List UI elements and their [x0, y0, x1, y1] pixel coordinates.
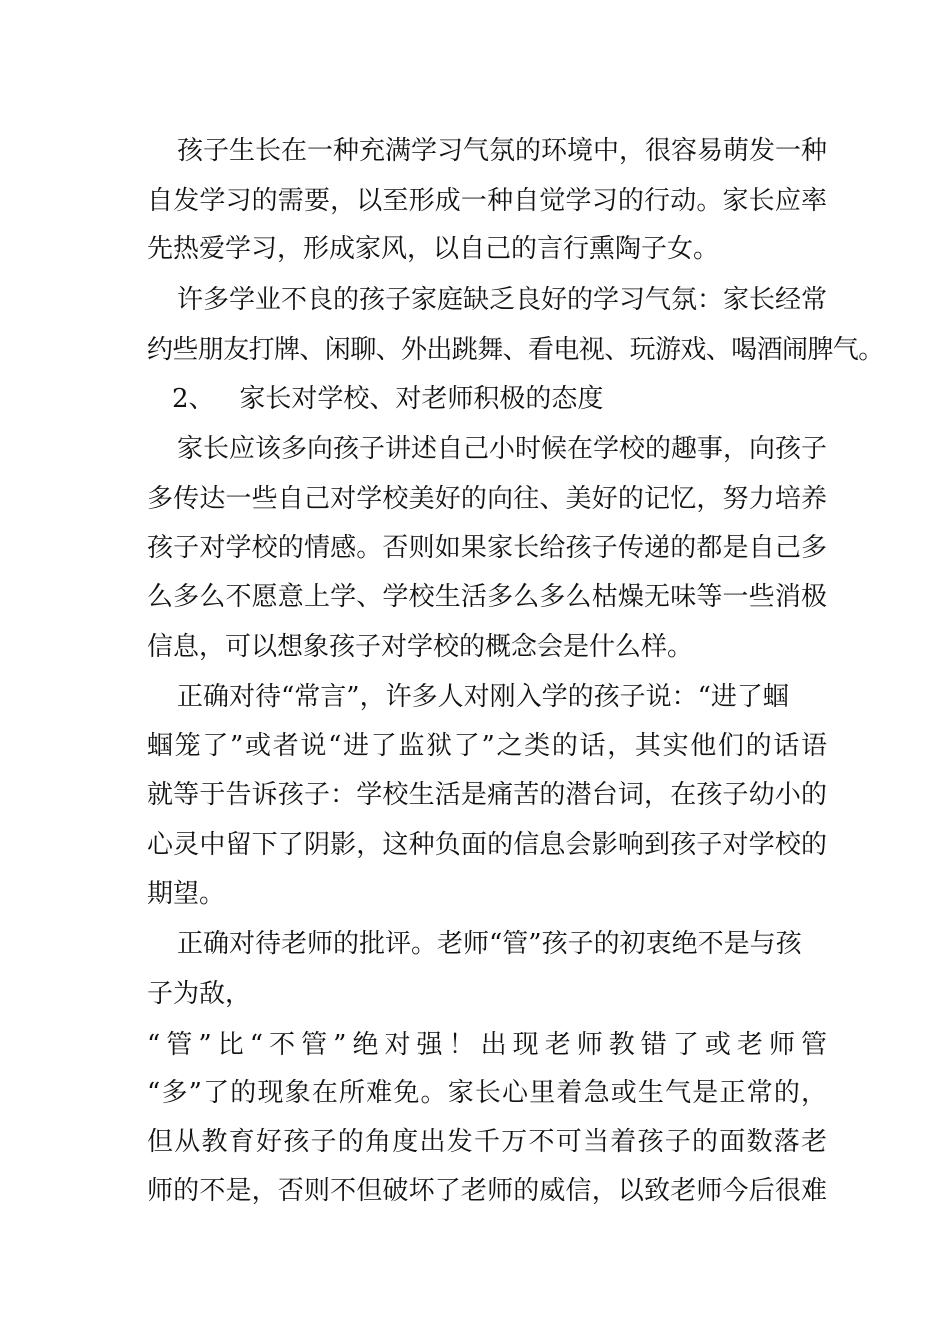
text-line: 家长应该多向孩子讲述自己小时候在学校的趣事，向孩子 — [177, 434, 828, 464]
text-line: 么多么不愿意上学、学校生活多么多么枯燥无味等一些消极 — [147, 582, 827, 612]
text-line: 先热爱学习，形成家风，以自己的言行熏陶子女。 — [147, 234, 720, 264]
text-line: “多”了的现象在所难免。家长心里着急或生气是正常的， — [147, 1078, 827, 1108]
text-line: 许多学业不良的孩子家庭缺乏良好的学习气氛：家长经常 — [177, 285, 828, 315]
text-line: 蝈笼了”或者说“进了监狱了”之类的话，其实他们的话语 — [147, 731, 827, 761]
text-line: 心灵中留下了阴影，这种负面的信息会影响到孩子对学校的 — [147, 830, 827, 860]
text-line: 师的不是，否则不但破坏了老师的威信，以致老师今后很难 — [147, 1176, 827, 1206]
text-line: 多传达一些自己对学校美好的向往、美好的记忆，努力培养 — [147, 484, 827, 514]
text-line: 期望。 — [147, 879, 226, 909]
text-line: 正确对待“常言”，许多人对刚入学的孩子说：“进了蝈 — [177, 682, 789, 712]
text-line: 孩子对学校的情感。否则如果家长给孩子传递的都是自己多 — [147, 533, 827, 563]
text-line: 约些朋友打牌、闲聊、外出跳舞、看电视、玩游戏、喝酒闹脾气。 — [147, 335, 884, 365]
text-line: 正确对待老师的批评。老师“管”孩子的初衷绝不是与孩 — [177, 929, 802, 959]
section-heading: 2、 家长对学校、对老师积极的态度 — [172, 384, 604, 414]
text-line: 孩子生长在一种充满学习气氛的环境中，很容易萌发一种 — [177, 136, 828, 166]
text-line: 就等于告诉孩子：学校生活是痛苦的潜台词，在孩子幼小的 — [147, 780, 827, 810]
text-line: “管”比“不管”绝对强！出现老师教错了或老师管 — [147, 1030, 827, 1060]
text-line: 信息，可以想象孩子对学校的概念会是什么样。 — [147, 632, 694, 662]
text-line: 自发学习的需要，以至形成一种自觉学习的行动。家长应率 — [147, 186, 827, 216]
text-line: 但从教育好孩子的角度出发千万不可当着孩子的面数落老 — [147, 1127, 827, 1157]
text-line: 子为敌， — [147, 979, 252, 1009]
